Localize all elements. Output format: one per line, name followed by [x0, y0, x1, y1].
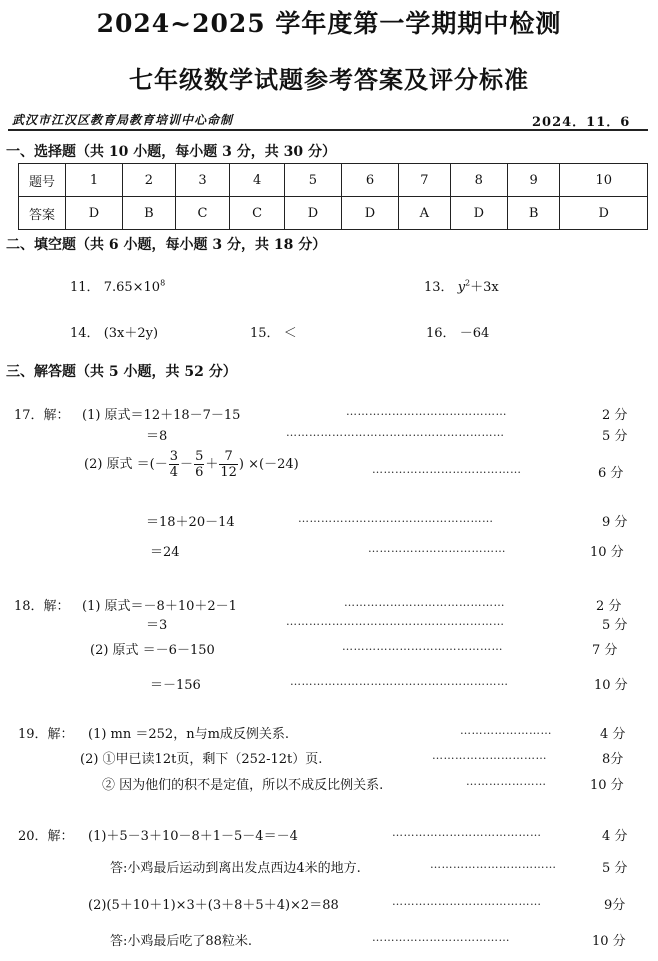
- issue-date: 2024．11．6: [532, 115, 631, 130]
- operator: ＋: [205, 457, 219, 472]
- fill-answer-15: [250, 322, 297, 341]
- numerator: 5: [195, 449, 204, 464]
- variable: y: [457, 280, 466, 295]
- score-leader: …………………………………………………: [286, 615, 505, 628]
- answer-cell: B: [123, 197, 176, 230]
- answer-text: ＋3x: [470, 280, 499, 295]
- score: 7 分: [592, 643, 618, 658]
- fill-answer-14: [70, 322, 158, 341]
- solution-line: (1) 原式＝－8＋10＋2－1: [82, 599, 237, 614]
- score-leader: ……………………………………: [346, 405, 507, 418]
- answer-cell: D: [341, 197, 398, 230]
- row-label-question: 题号: [19, 164, 66, 197]
- expression-part: (2) 原式 ＝(－: [84, 457, 168, 472]
- question-number: 7: [398, 164, 450, 197]
- score-leader: ……………………………………………: [298, 512, 494, 525]
- score: 10 分: [590, 545, 624, 560]
- solution-line: 答:小鸡最后运动到离出发点西边4米的地方.: [110, 861, 361, 876]
- question-number: 5: [284, 164, 341, 197]
- solution-line: (2) 原式 ＝－6－150: [90, 643, 215, 658]
- exponent: 2: [465, 278, 471, 288]
- question-18-label: 18．解：: [14, 599, 70, 614]
- score: 8分: [602, 752, 624, 767]
- score: 2 分: [596, 599, 622, 614]
- question-number: 6: [341, 164, 398, 197]
- question-number: 4: [230, 164, 285, 197]
- solution-line: ② 因为他们的积不是定值，所以不成反比例关系.: [102, 778, 384, 793]
- score-leader: …………………………………: [392, 826, 542, 839]
- answer-cell: D: [284, 197, 341, 230]
- score-leader: ……………………………: [430, 858, 557, 871]
- answer-cell: D: [450, 197, 507, 230]
- solution-line: (2)(5＋10＋1)×3＋(3＋8＋5＋4)×2＝88: [88, 898, 339, 913]
- answer-text: ＜: [283, 326, 297, 341]
- numerator: 7: [219, 449, 238, 465]
- score: 5 分: [602, 429, 628, 444]
- question-number: 3: [175, 164, 230, 197]
- score: 6 分: [598, 466, 624, 481]
- solution-line: ＝24: [150, 545, 180, 560]
- score-leader: ……………………………………: [342, 640, 503, 653]
- exponent: 8: [160, 278, 166, 288]
- score-leader: ………………………………: [372, 931, 510, 944]
- numerator: 3: [169, 449, 179, 464]
- section-3-heading: 三、解答题（共 5 小题，共 52 分）: [6, 364, 237, 380]
- operator: －: [180, 457, 194, 472]
- score-leader: …………………………………………………: [286, 426, 505, 439]
- solution-line: ＝8: [146, 429, 168, 444]
- solution-line: ＝－156: [150, 678, 201, 693]
- question-number: 2: [123, 164, 176, 197]
- score-leader: …………………: [466, 775, 547, 788]
- score: 9 分: [602, 515, 628, 530]
- solution-line: 答:小鸡最后吃了88粒米.: [110, 934, 253, 949]
- question-20-label: 20．解：: [18, 829, 74, 844]
- score: 9分: [604, 898, 626, 913]
- answer-text: (3x＋2y): [103, 326, 159, 341]
- question-number: 11．: [70, 280, 100, 295]
- solution-line: (1) mn ＝252，n与m成反例关系.: [88, 727, 290, 742]
- score-leader: …………………………………: [372, 463, 522, 476]
- header-divider: [8, 129, 648, 131]
- answer-cell: D: [560, 197, 648, 230]
- expression-part: ) ×(－24): [238, 457, 299, 472]
- answer-cell: C: [230, 197, 285, 230]
- question-number: 10: [560, 164, 648, 197]
- fill-answer-13: [424, 276, 499, 295]
- page-title: 2024~2025 学年度第一学期期中检测: [96, 9, 562, 38]
- score: 2 分: [602, 408, 628, 423]
- question-number: 8: [450, 164, 507, 197]
- answer-text: 7.65×10: [103, 280, 161, 295]
- score: 5 分: [602, 618, 628, 633]
- score: 10 分: [590, 778, 624, 793]
- fill-answer-11: [70, 276, 165, 295]
- question-number: 1: [66, 164, 123, 197]
- score-leader: ………………………………: [368, 542, 506, 555]
- question-number: 15．: [250, 326, 280, 341]
- answer-table: [18, 163, 648, 230]
- fill-answer-16: [426, 322, 489, 341]
- fraction: [219, 449, 238, 480]
- answer-cell: C: [175, 197, 230, 230]
- question-number: 9: [507, 164, 560, 197]
- denominator: 4: [169, 465, 179, 480]
- score: 5 分: [602, 861, 628, 876]
- question-17-label: 17．解：: [14, 408, 70, 423]
- table-row: [19, 197, 648, 230]
- solution-line-fraction: [84, 449, 299, 480]
- question-19-label: 19．解：: [18, 727, 74, 742]
- answer-cell: B: [507, 197, 560, 230]
- score: 10 分: [592, 934, 626, 949]
- denominator: 12: [220, 465, 237, 480]
- answer-cell: D: [66, 197, 123, 230]
- question-number: 13．: [424, 280, 454, 295]
- answer-cell: A: [398, 197, 450, 230]
- section-1-heading: 一、选择题（共 10 小题，每小题 3 分，共 30 分）: [6, 144, 336, 160]
- solution-line: (2) ①甲已读12t页，剩下（252-12t）页.: [80, 752, 323, 767]
- solution-line: ＝3: [146, 618, 168, 633]
- score: 10 分: [594, 678, 628, 693]
- solution-line: (1)＋5－3＋10－8＋1－5－4＝－4: [88, 829, 298, 844]
- page-subtitle: 七年级数学试题参考答案及评分标准: [129, 65, 529, 94]
- row-label-answer: 答案: [19, 197, 66, 230]
- fraction: [169, 449, 179, 480]
- table-row: [19, 164, 648, 197]
- answer-text: －64: [459, 326, 490, 341]
- score-leader: ……………………………………: [344, 596, 505, 609]
- score: 4 分: [602, 829, 628, 844]
- issuer: 武汉市江汉区教育局教育培训中心命制: [12, 113, 234, 127]
- score: 4 分: [600, 727, 626, 742]
- section-2-heading: 二、填空题（共 6 小题，每小题 3 分，共 18 分）: [6, 237, 327, 253]
- solution-line: ＝18＋20－14: [146, 515, 235, 530]
- solution-line: (1) 原式＝12＋18－7－15: [82, 408, 241, 423]
- fraction: [194, 449, 204, 480]
- score-leader: …………………………: [432, 749, 547, 762]
- question-number: 14．: [70, 326, 100, 341]
- score-leader: …………………………………………………: [290, 675, 509, 688]
- score-leader: ……………………: [460, 724, 552, 737]
- denominator: 6: [195, 465, 204, 480]
- question-number: 16．: [426, 326, 456, 341]
- score-leader: …………………………………: [392, 895, 542, 908]
